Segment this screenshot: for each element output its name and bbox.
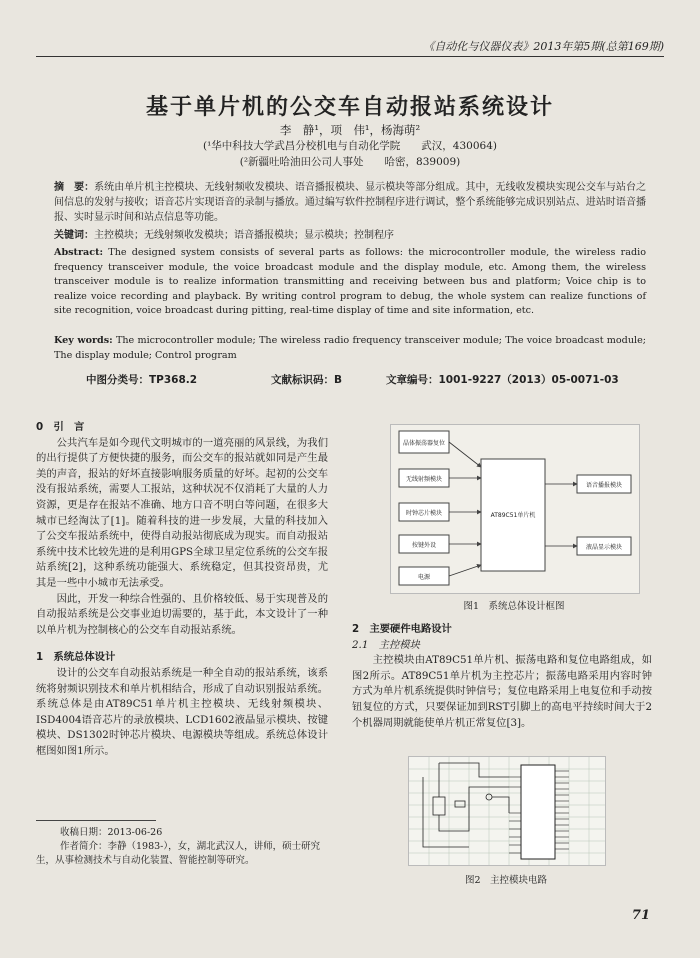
footnote-rule: [36, 820, 156, 821]
page-number: 71: [631, 908, 650, 923]
affiliation-1: (¹华中科技大学武昌分校机电与自动化学院 武汉，430064): [203, 140, 497, 152]
document-code: 文献标识码：B: [271, 374, 343, 386]
figure-2-schematic: [408, 756, 606, 866]
figure-2-caption: 图2 主控模块电路: [464, 875, 548, 886]
block-power-label: 电源: [417, 574, 431, 581]
mcu-chip-symbol: [521, 765, 555, 859]
section-0-para-1: 公共汽车是如今现代文明城市的一道亮丽的风景线，为我们的出行提供了方便快捷的服务，而公交车的报站就如同是产生最美的声音，报站的好坏直接影响服务质量的好坏。起初的公交车没有报站系统，需要人工报站，这种状况不仅消耗了大量的人力资源，更是存在报站不准确、地方口音不明白等问题，在很多大城市已经淘汰了[1]。随着科技的进一步发展，大量的科技加入了公交车报站系统中，使得自动报站彻底成为现实。而自动报站系统中技术比较先进的是利用GPS全球卫星定位系统的公交车报站系统[2]，这种系统功能强大、系统稳定，但其投资昂贵，尤其是一些中小城市无法承受。: [36, 436, 328, 589]
section-0-title: 0 引 言: [36, 421, 85, 433]
clc-number: 中图分类号：TP368.2: [86, 374, 198, 386]
schematic-grid: [409, 757, 605, 865]
section-1-para-1: 设计的公交车自动报站系统是一种全自动的报站系统，该系统将射频识别技术和单片机相结合，形成了自动识别报站系统。系统总体是由AT89C51单片机主控模块、无线射频模块、ISD4004语音芯片的录放模块、LCD1602液晶显示模块、按键模块、DS1302时钟芯片模块、电源模块等组成。系统总体设计框图如图1所示。: [36, 666, 328, 757]
keywords-cn: [54, 228, 646, 243]
block-voice-label: 语音播报模块: [585, 482, 623, 489]
header-rule: [36, 56, 664, 57]
section-1-title: 1 系统总体设计: [36, 651, 116, 664]
keywords-en-text: The microcontroller module; The wireless radio frequency transceiver module; The voice broadcast module; The display module; Control program: [54, 335, 646, 361]
author-bio: 作者简介：李静（1983-），女，湖北武汉人，讲师，硕士研究生，从事检测技术与自动化装置、智能控制等研究。: [36, 841, 321, 866]
section-2-title: 2 主要硬件电路设计: [352, 623, 452, 635]
block-rf-label: 无线射频模块: [405, 476, 443, 483]
abstract-cn-label: 摘 要：: [54, 182, 95, 193]
keywords-en-label: Key words:: [54, 335, 113, 346]
figure-1-caption: 图1 系统总体设计框图: [463, 601, 565, 612]
journal-header: 《自动化与仪器仪表》2013年第5期(总第169期): [423, 40, 664, 53]
keywords-cn-label: 关键词：: [54, 230, 94, 241]
block-keys-label: 按键外设: [411, 542, 437, 549]
footnotes: [36, 826, 326, 868]
affiliation-2: (²新疆吐哈油田公司人事处 哈密，839009): [239, 156, 461, 168]
figure-1-block-diagram: [390, 424, 640, 594]
right-column: [352, 622, 652, 731]
keywords-en: [54, 334, 646, 363]
section-2-1-title: 2.1 主控模块: [352, 638, 420, 651]
section-0-para-2: 因此，开发一种综合性强的、且价格较低、易于实现普及的自动报站系统是公交事业迫切需要的，基于此，本文设计了一种以单片机为控制核心的公交车自动报站系统。: [36, 592, 328, 636]
keywords-cn-text: 主控模块；无线射频收发模块；语音播报模块；显示模块；控制程序: [94, 230, 394, 241]
article-number: 文章编号：1001-9227（2013）05-0071-03: [386, 374, 619, 386]
abstract-cn-text: 系统由单片机主控模块、无线射频收发模块、语音播报模块、显示模块等部分组成。其中，无线收发模块实现公交车与站台之间信息的发射与接收；语音芯片实现语音的录制与播放。通过编写软件控制程序进行调试，整个系统能够完成识别站点、进站时语音播报、实时显示时间和站点信息等功能。: [54, 182, 647, 223]
abstract-en-text: The designed system consists of several parts as follows: the microcontroller module, the wireless radio frequency transceiver module, the voice broadcast module and the display module, etc. Among them, the wireless transceiver module is to realize information transmitting and receiving between bus and platform; Voice chip is to realize voice recording and playback. By writing control program to debug, the whole system can realize functions of site recognition, voice broadcast during pitting, real-time display of time and site information, etc.: [54, 247, 646, 317]
block-mcu-label: AT89C51单片机: [490, 512, 536, 519]
authors: 李 静¹，项 伟¹，杨海萌²: [279, 123, 421, 137]
block-lcd-label: 液晶显示模块: [585, 544, 623, 551]
abstract-en-label: Abstract:: [54, 247, 104, 258]
abstract-cn: [54, 180, 646, 225]
abstract-en: [54, 246, 646, 319]
paper-title: 基于单片机的公交车自动报站系统设计: [145, 94, 554, 120]
left-column: [36, 420, 328, 759]
block-clock-label: 时钟芯片模块: [405, 510, 443, 517]
received-date: 收稿日期：2013-06-26: [60, 827, 163, 838]
block-oscillator-reset-label: 晶体振荡器复位: [402, 440, 446, 447]
section-2-1-para-1: 主控模块由AT89C51单片机、振荡电路和复位电路组成，如图2所示。AT89C51单片机为主控芯片；振荡电路采用内容时钟方式为单片机系统提供时钟信号；复位电路采用上电复位和手动按钮复位的方式，只要保证加到RST引脚上的高电平持续时间大于2个机器周期就能使单片机正常复位[3]。: [352, 654, 652, 729]
